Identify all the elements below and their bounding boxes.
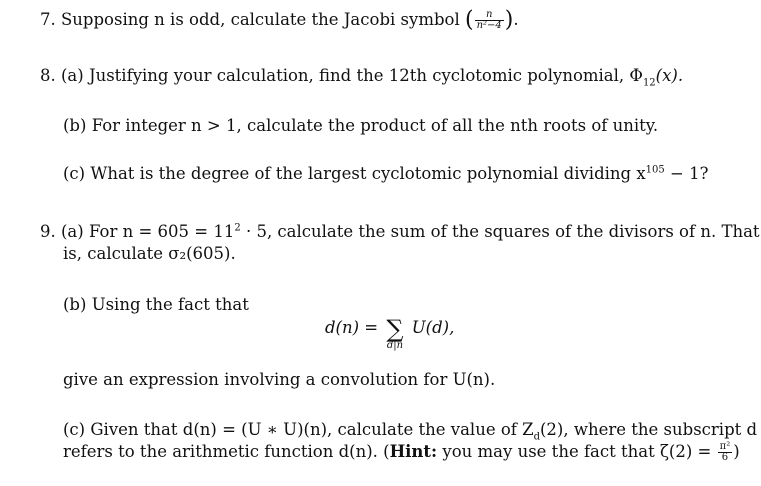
q8-number: 8. xyxy=(40,66,56,85)
q9c-sub: d xyxy=(533,431,540,443)
question-9b xyxy=(63,295,249,315)
q7-number: 7. xyxy=(40,10,56,29)
q9c-hint: Hint: xyxy=(389,442,438,461)
q9b-text: Using the fact that xyxy=(91,295,249,314)
q8c-label: (c) xyxy=(63,164,86,183)
summation xyxy=(386,315,404,352)
q8a-label: (a) xyxy=(61,66,84,85)
q9-number: 9. xyxy=(40,222,56,241)
q8a-tail: (x). xyxy=(655,66,684,85)
divisor-sum-formula xyxy=(325,315,455,352)
question-9c-line2 xyxy=(63,442,740,463)
q9c-line1-post: (2), where the subscript d xyxy=(540,420,758,439)
question-9b-after xyxy=(63,370,495,390)
question-8a xyxy=(40,66,684,89)
q7-paren-open: ( xyxy=(465,7,474,33)
pi-squared-over-six xyxy=(718,442,733,463)
q7-frac-num: n xyxy=(475,10,504,21)
question-9a-line1 xyxy=(40,222,760,242)
formula-left: d(n) = xyxy=(325,318,379,337)
q7-text: Supposing n is odd, calculate the Jacobi symbol xyxy=(61,10,460,29)
q9b-after: give an expression involving a convolution for U(n). xyxy=(63,370,496,389)
pi-frac-den: 6 xyxy=(721,452,729,463)
question-7: 7. Supposing n is odd, calculate the Jacobi symbol ( $\frac{n}{\text{n²−4}}$ ). xyxy=(40,7,519,33)
q8a-text: Justifying your calculation, find the 12th cyclotomic polynomial, Φ xyxy=(88,66,643,85)
q9c-close: ) xyxy=(733,442,740,461)
q9a-post: · 5, calculate the sum of the squares of the divisors of n. That xyxy=(245,222,760,241)
q7-jacobi-fraction xyxy=(475,10,504,31)
q9a-label: (a) xyxy=(61,222,84,241)
q9c-line2-post: you may use the fact that ζ(2) = xyxy=(442,442,712,461)
q8c-tail: − 1? xyxy=(670,164,709,183)
q8c-text: What is the degree of the largest cyclotomic polynomial dividing x xyxy=(90,164,646,183)
q9c-line2-pre: refers to the arithmetic function d(n). ( xyxy=(63,442,390,461)
pi-frac-num: π² xyxy=(719,441,731,452)
q9a-sup: 2 xyxy=(234,222,241,234)
q9a-line2: is, calculate σ₂(605). xyxy=(63,244,236,263)
q9a-pre: For n = 605 = 11 xyxy=(88,222,235,241)
q7-frac-den: n²−4 xyxy=(476,20,502,31)
q9c-line1: Given that d(n) = (U ∗ U)(n), calculate the value of Z xyxy=(90,420,534,439)
q8a-sub: 12 xyxy=(642,77,656,89)
question-8c xyxy=(63,164,708,184)
question-8b xyxy=(63,116,658,136)
question-9a-line2 xyxy=(63,244,236,264)
q7-paren-close: ) xyxy=(504,7,514,33)
sum-index: d|n xyxy=(386,340,404,351)
q9b-label: (b) xyxy=(63,295,87,314)
sum-symbol: ∑ xyxy=(386,315,404,343)
question-9c-line1 xyxy=(63,420,758,443)
q9c-label: (c) xyxy=(63,420,86,439)
formula-right: U(d), xyxy=(411,318,455,337)
q8c-sup: 105 xyxy=(645,164,665,176)
q8b-label: (b) xyxy=(63,116,87,135)
q8b-text: For integer n > 1, calculate the product of all the nth roots of unity. xyxy=(91,116,659,135)
